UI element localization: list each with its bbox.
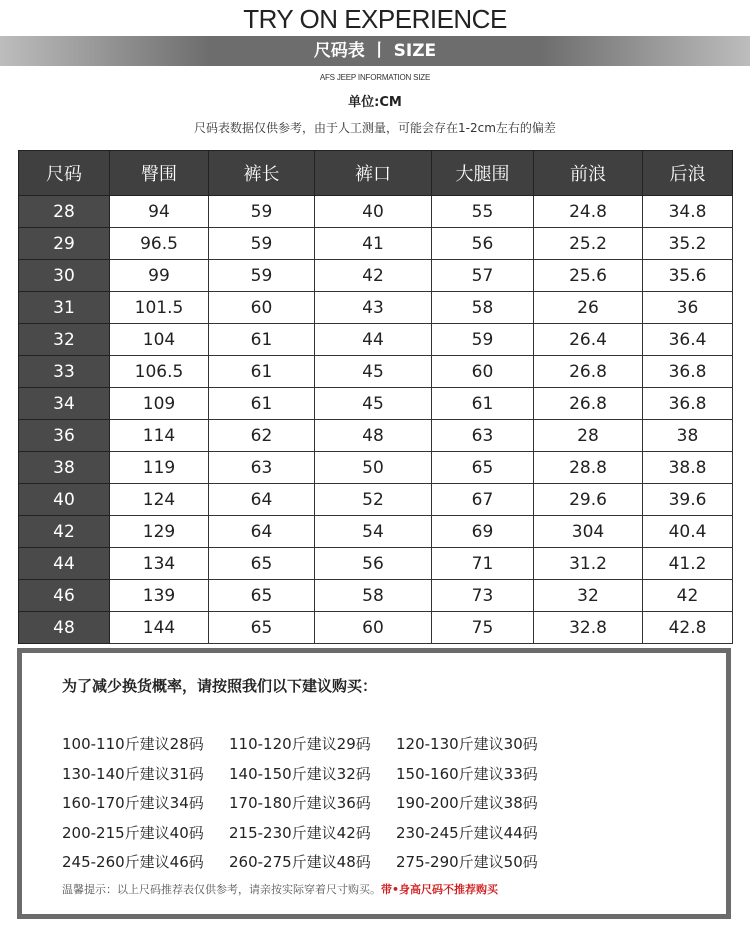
recommendation-title: 为了减少换货概率，请按照我们以下建议购买：: [62, 677, 378, 695]
table-cell: 104: [110, 324, 209, 356]
table-cell: 35.6: [643, 260, 733, 292]
table-cell: 48: [315, 420, 432, 452]
table-cell: 29.6: [534, 484, 643, 516]
recommendation-panel: [17, 648, 731, 919]
table-cell: 40: [315, 196, 432, 228]
column-header: 裤长: [209, 151, 315, 196]
table-cell: 54: [315, 516, 432, 548]
table-cell: 61: [209, 324, 315, 356]
table-cell: 43: [315, 292, 432, 324]
table-cell: 129: [110, 516, 209, 548]
measurement-note: 尺码表数据仅供参考，由于人工测量，可能会存在1-2cm左右的偏差: [194, 121, 556, 135]
table-row: [19, 324, 733, 356]
tip-main: 温馨提示：以上尺码推荐表仅供参考，请亲按实际穿着尺寸购买。: [62, 883, 381, 896]
table-cell: 26.4: [534, 324, 643, 356]
table-row: [19, 452, 733, 484]
table-row: [19, 420, 733, 452]
table-cell: 99: [110, 260, 209, 292]
table-cell: 32.8: [534, 612, 643, 644]
table-cell: 50: [315, 452, 432, 484]
table-cell: 59: [209, 228, 315, 260]
table-row: [19, 388, 733, 420]
recommendation-item: 275-290斤建议50码: [396, 853, 538, 871]
column-header: 臀围: [110, 151, 209, 196]
recommendation-item: 130-140斤建议31码: [62, 764, 204, 783]
table-row: [19, 228, 733, 260]
recommendation-row: [62, 792, 622, 822]
size-cell: 36: [19, 420, 110, 452]
tip-text: [62, 881, 498, 897]
recommendation-item: 150-160斤建议33码: [396, 764, 538, 783]
table-cell: 94: [110, 196, 209, 228]
table-cell: 64: [209, 484, 315, 516]
size-banner: [0, 36, 750, 66]
table-cell: 31.2: [534, 548, 643, 580]
table-cell: 119: [110, 452, 209, 484]
table-cell: 42.8: [643, 612, 733, 644]
table-cell: 55: [432, 196, 534, 228]
table-cell: 39.6: [643, 484, 733, 516]
table-cell: 101.5: [110, 292, 209, 324]
table-cell: 67: [432, 484, 534, 516]
table-cell: 56: [315, 548, 432, 580]
table-cell: 34.8: [643, 196, 733, 228]
table-row: [19, 292, 733, 324]
recommendation-item: 100-110斤建议28码: [62, 735, 204, 753]
page-title: TRY ON EXPERIENCE: [243, 4, 507, 34]
table-cell: 40.4: [643, 516, 733, 548]
table-cell: 106.5: [110, 356, 209, 388]
table-cell: 57: [432, 260, 534, 292]
table-cell: 25.2: [534, 228, 643, 260]
table-cell: 32: [534, 580, 643, 612]
recommendation-grid: [62, 733, 622, 881]
table-cell: 124: [110, 484, 209, 516]
size-cell: 40: [19, 484, 110, 516]
column-header: 尺码: [19, 151, 110, 196]
table-row: [19, 612, 733, 644]
table-cell: 58: [315, 580, 432, 612]
table-cell: 38: [643, 420, 733, 452]
table-row: [19, 580, 733, 612]
table-cell: 52: [315, 484, 432, 516]
table-cell: 65: [209, 580, 315, 612]
table-cell: 58: [432, 292, 534, 324]
table-cell: 26: [534, 292, 643, 324]
table-cell: 144: [110, 612, 209, 644]
size-banner-label: 尺码表 丨 SIZE: [313, 41, 437, 61]
size-cell: 44: [19, 548, 110, 580]
table-cell: 65: [432, 452, 534, 484]
table-cell: 71: [432, 548, 534, 580]
size-table-body: [19, 196, 733, 644]
table-cell: 60: [432, 356, 534, 388]
table-cell: 62: [209, 420, 315, 452]
size-table-header-row: [19, 151, 733, 196]
unit-label: 单位:CM: [348, 95, 402, 110]
table-cell: 59: [209, 260, 315, 292]
size-cell: 31: [19, 292, 110, 324]
table-cell: 73: [432, 580, 534, 612]
table-cell: 56: [432, 228, 534, 260]
table-row: [19, 484, 733, 516]
recommendation-item: 110-120斤建议29码: [229, 735, 371, 753]
table-cell: 45: [315, 356, 432, 388]
table-cell: 28.8: [534, 452, 643, 484]
table-cell: 42: [315, 260, 432, 292]
table-cell: 38.8: [643, 452, 733, 484]
info-line: AFS JEEP INFORMATION SIZE: [319, 73, 431, 82]
size-cell: 42: [19, 516, 110, 548]
table-cell: 61: [209, 356, 315, 388]
recommendation-item: 245-260斤建议46码: [62, 853, 204, 871]
table-cell: 26.8: [534, 356, 643, 388]
table-cell: 134: [110, 548, 209, 580]
column-header: 裤口: [315, 151, 432, 196]
column-header: 后浪: [643, 151, 733, 196]
table-cell: 24.8: [534, 196, 643, 228]
size-cell: 34: [19, 388, 110, 420]
table-cell: 45: [315, 388, 432, 420]
table-row: [19, 356, 733, 388]
table-cell: 109: [110, 388, 209, 420]
tip-highlight: 带•身高尺码不推荐购买: [381, 883, 499, 896]
column-header: 前浪: [534, 151, 643, 196]
size-cell: 29: [19, 228, 110, 260]
table-cell: 60: [209, 292, 315, 324]
size-cell: 48: [19, 612, 110, 644]
table-cell: 36.8: [643, 356, 733, 388]
table-cell: 64: [209, 516, 315, 548]
table-cell: 36.4: [643, 324, 733, 356]
table-cell: 61: [432, 388, 534, 420]
table-cell: 42: [643, 580, 733, 612]
size-cell: 46: [19, 580, 110, 612]
table-cell: 41.2: [643, 548, 733, 580]
table-cell: 28: [534, 420, 643, 452]
table-cell: 36.8: [643, 388, 733, 420]
table-cell: 59: [432, 324, 534, 356]
table-cell: 35.2: [643, 228, 733, 260]
table-row: [19, 548, 733, 580]
recommendation-row: [62, 851, 622, 881]
recommendation-item: 230-245斤建议44码: [396, 823, 538, 842]
size-cell: 33: [19, 356, 110, 388]
size-cell: 32: [19, 324, 110, 356]
table-cell: 139: [110, 580, 209, 612]
recommendation-row: [62, 763, 622, 793]
size-cell: 30: [19, 260, 110, 292]
size-table: [18, 150, 733, 644]
table-row: [19, 516, 733, 548]
table-cell: 26.8: [534, 388, 643, 420]
table-cell: 36: [643, 292, 733, 324]
table-cell: 114: [110, 420, 209, 452]
table-cell: 65: [209, 548, 315, 580]
recommendation-row: [62, 822, 622, 852]
size-cell: 38: [19, 452, 110, 484]
table-cell: 44: [315, 324, 432, 356]
recommendation-item: 120-130斤建议30码: [396, 735, 538, 753]
table-cell: 69: [432, 516, 534, 548]
recommendation-item: 200-215斤建议40码: [62, 823, 204, 842]
recommendation-row: [62, 733, 622, 763]
table-cell: 41: [315, 228, 432, 260]
table-cell: 63: [432, 420, 534, 452]
size-cell: 28: [19, 196, 110, 228]
table-cell: 25.6: [534, 260, 643, 292]
recommendation-item: 215-230斤建议42码: [229, 823, 371, 842]
recommendation-item: 140-150斤建议32码: [229, 764, 371, 783]
table-cell: 75: [432, 612, 534, 644]
table-cell: 304: [534, 516, 643, 548]
table-cell: 59: [209, 196, 315, 228]
table-row: [19, 196, 733, 228]
recommendation-item: 170-180斤建议36码: [229, 794, 371, 812]
table-cell: 60: [315, 612, 432, 644]
column-header: 大腿围: [432, 151, 534, 196]
recommendation-item: 160-170斤建议34码: [62, 794, 204, 812]
table-cell: 65: [209, 612, 315, 644]
table-cell: 61: [209, 388, 315, 420]
recommendation-item: 190-200斤建议38码: [396, 794, 538, 812]
table-cell: 96.5: [110, 228, 209, 260]
recommendation-item: 260-275斤建议48码: [229, 853, 371, 871]
table-row: [19, 260, 733, 292]
table-cell: 63: [209, 452, 315, 484]
